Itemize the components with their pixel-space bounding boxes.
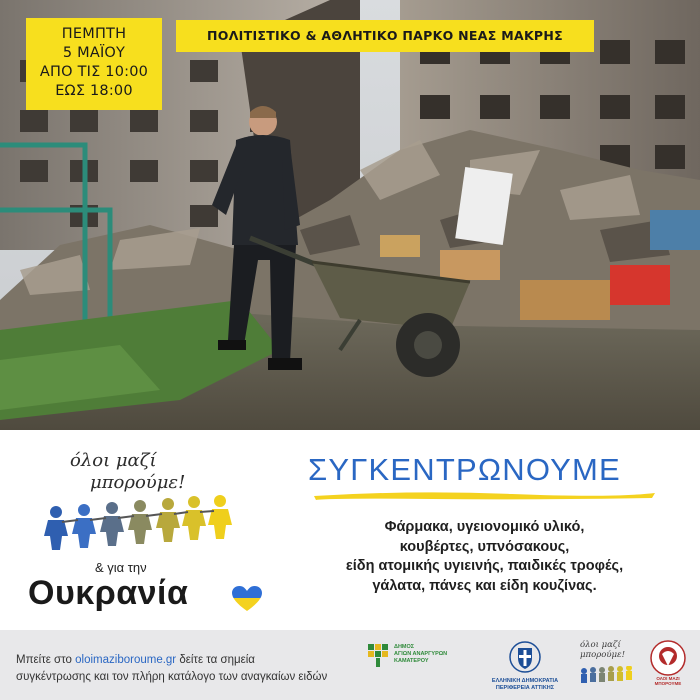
region-name-line-1: ΕΛΛΗΝΙΚΗ ΔΗΜΟΚΡΑΤΙΑ — [491, 678, 559, 684]
event-date: 5 ΜΑΪΟΥ — [62, 45, 126, 61]
collection-item: Φάρμακα, υγειονομικό υλικό, — [384, 519, 585, 535]
collection-item: είδη ατομικής υγιεινής, παιδικές τροφές, — [345, 558, 624, 574]
footer-text-line-2: συγκέντρωσης και τον πλήρη κατάλογο των αναγκαίων ειδών — [16, 671, 328, 683]
slogan-line-1: όλοι μαζί — [70, 450, 157, 471]
event-end-time: ΕΩΣ 18:00 — [55, 83, 133, 99]
website-link[interactable]: oloimaziboroume.gr — [75, 654, 177, 666]
municipality-name-line-1: ΔΗΜΟΣ — [394, 644, 415, 650]
round-logo — [646, 640, 690, 690]
event-start-time: ΑΠΟ ΤΙΣ 10:00 — [39, 64, 149, 80]
municipality-name — [394, 644, 474, 665]
collection-item: γάλατα, πάνες και είδη κουζίνας. — [372, 577, 597, 594]
collection-item: κουβέρτες, υπνόσακους, — [399, 538, 570, 555]
for-label: & για την — [95, 560, 147, 575]
municipality-emblem-icon — [366, 642, 390, 668]
region-name-line-2: ΠΕΡΙΦΕΡΕΙΑ ΑΤΤΙΚΗΣ — [495, 685, 555, 691]
municipality-name-line-3: ΚΑΜΑΤΕΡΟΥ — [394, 658, 429, 664]
yellow-brush-stroke — [312, 488, 657, 502]
event-venue: ΠΟΛΙΤΙΣΤΙΚΟ & ΑΘΛΗΤΙΚΟ ΠΑΡΚΟ ΝΕΑΣ ΜΑΚΡΗΣ — [176, 20, 594, 52]
people-chain-icon — [42, 492, 252, 552]
collection-title: ΣΥΓΚΕΝΤΡΩΝΟΥΜΕ — [308, 452, 621, 487]
country-name: Ουκρανία — [28, 574, 189, 612]
ukraine-heart-icon — [232, 586, 262, 612]
campaign-logo — [574, 638, 640, 694]
campaign-logo-text — [580, 640, 640, 660]
footer — [0, 630, 700, 700]
campaign-slogan — [62, 450, 232, 494]
slogan-line-2: μπορούμε! — [90, 472, 186, 493]
greek-emblem-icon — [508, 640, 542, 674]
campaign-logo-line-2: μπορούμε! — [580, 650, 626, 660]
municipality-logo — [366, 640, 476, 690]
municipality-name-line-2: ΑΓΙΩΝ ΑΝΑΡΓΥΡΩΝ — [394, 651, 448, 657]
campaign-info-section — [0, 430, 700, 630]
event-day: ΠΕΜΠΤΗ — [61, 26, 127, 42]
region-name — [480, 678, 570, 692]
region-logo — [480, 640, 570, 694]
campaign-logo-line-1: όλοι μαζί — [580, 640, 621, 650]
footer-info-text — [16, 652, 361, 686]
mini-people-chain-icon — [578, 666, 638, 684]
footer-text-after-link: δείτε τα σημεία — [176, 654, 255, 666]
round-logo-label: ΟΛΟΙ ΜΑΖΙ ΜΠΟΡΟΥΜΕ — [654, 676, 682, 686]
event-date-box — [26, 18, 162, 110]
collection-items-list — [312, 518, 657, 596]
footer-text-before-link: Μπείτε στο — [16, 654, 76, 666]
round-emblem-icon — [650, 640, 686, 676]
